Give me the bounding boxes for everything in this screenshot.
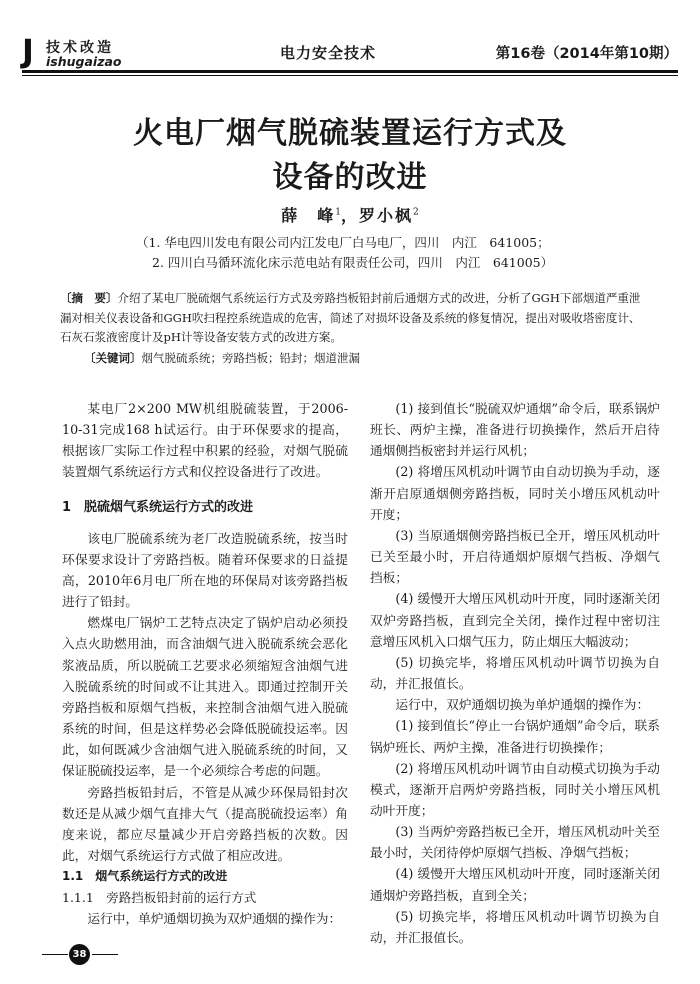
journal-header xyxy=(22,32,678,70)
section-heading: 1 脱硫烟气系统运行方式的改进 xyxy=(62,499,254,515)
article-title-line2: 设备的改进 xyxy=(272,160,428,195)
page-number xyxy=(42,944,132,966)
paragraph: 运行中，单炉通烟切换为双炉通烟的操作为： xyxy=(87,911,342,927)
abstract-label: 〔摘 要〕 xyxy=(60,291,118,305)
paragraph: 运行中，双炉通烟切换为单炉通烟的操作为： xyxy=(395,697,650,713)
affiliation-1: （1. 华电四川发电有限公司内江发电厂白马电厂，四川 内江 641005； xyxy=(136,235,550,250)
keywords-label: 〔关键词〕 xyxy=(84,351,142,365)
keywords-text: 烟气脱硫系统；旁路挡板；铅封；烟道泄漏 xyxy=(141,351,360,365)
issue-info: 第16卷（2014年第10期） xyxy=(495,46,678,62)
list-item: (3) 当原通烟侧旁路挡板已全开，增压风机动叶已关至最小时，开启待通烟炉原烟气挡板、净烟气挡板； xyxy=(370,527,660,586)
journal-logo xyxy=(22,32,162,70)
paragraph: 某电厂2×200 MW机组脱硫装置，于2006-10-31完成168 h试运行。由于环保要求的提高，根据该厂实际工作过程中积累的经验，对烟气脱硫装置烟气系统运行方式和仪控设备进行了改进。 xyxy=(62,401,348,480)
subsection-heading: 1.1 烟气系统运行方式的改进 xyxy=(62,869,228,884)
author-separator: ， xyxy=(340,206,359,225)
list-item: (1) 接到值长“脱硫双炉通烟”命令后，联系锅炉班长、两炉主操，准备进行切换操作，然后开启待通烟侧挡板密封并运行风机； xyxy=(370,401,660,459)
list-item: (4) 缓慢开大增压风机动叶开度，同时逐渐关闭双炉旁路挡板，直到完全关闭，操作过程中密切注意增压风机入口烟气压力，防止烟压大幅波动； xyxy=(370,591,660,649)
author-name: 罗小枫 xyxy=(359,206,414,225)
journal-name: 电力安全技术 xyxy=(280,44,377,62)
logo-section-en: ishugaizao xyxy=(46,54,122,69)
paragraph: 该电厂脱硫系统为老厂改造脱硫系统，按当时环保要求设计了旁路挡板。随着环保要求的日益提高，2010年6月电厂所在地的环保局对该旁路挡板进行了铅封。 xyxy=(62,530,348,610)
list-item: (5) 切换完毕，将增压风机动叶调节切换为自动，并汇报值长。 xyxy=(370,654,660,692)
list-item: (2) 将增压风机动叶调节由自动切换为手动，逐渐开启原通烟侧旁路挡板，同时关小增压风机动叶开度； xyxy=(370,464,660,522)
body-column-right xyxy=(370,398,660,948)
header-rule xyxy=(22,70,678,73)
author-affil-mark: 1 xyxy=(335,207,341,218)
affiliation-2: 2. 四川白马循环流化床示范电站有限责任公司，四川 内江 641005） xyxy=(152,255,554,270)
logo-letter: J xyxy=(22,32,34,70)
keywords xyxy=(84,349,644,369)
subsubsection-heading: 1.1.1 旁路挡板铅封前的运行方式 xyxy=(62,890,257,906)
paragraph: 燃煤电厂锅炉工艺特点决定了锅炉启动必须投入点火助燃用油，而含油烟气进入脱硫系统会恶化浆液品质，所以脱硫工艺要求必须缩短含油烟气进入脱硫系统的时间或不让其进入。即通过控制开关旁路挡板和原烟气挡板，来控制含油烟气进入脱硫系统的时间，但是这样势必会降低脱硫投运率。因此，如何既减少含油烟气进入脱硫系统的时间，又保证脱硫投运率，是一个必须综合考虑的问题。 xyxy=(62,615,348,779)
authors xyxy=(0,203,700,226)
list-item: (2) 将增压风机动叶调节由自动模式切换为手动模式，逐渐开启两炉旁路挡板，同时关小增压风机动叶开度； xyxy=(370,760,660,818)
abstract xyxy=(60,289,644,348)
list-item: (1) 接到值长“停止一台锅炉通烟”命令后，联系锅炉班长、两炉主操，准备进行切换操作； xyxy=(370,718,660,755)
logo-section-cn: 技术改造 xyxy=(46,40,114,56)
paragraph: 旁路挡板铅封后，不管是从减少环保局铅封次数还是从减少烟气直排大气（提高脱硫投运率）角度来说，都应尽量减少开启旁路挡板的次数。因此，对烟气系统运行方式做了相应改进。 xyxy=(62,784,348,863)
list-item: (4) 缓慢开大增压风机动叶开度，同时逐渐关闭通烟炉旁路挡板，直到全关； xyxy=(370,866,660,903)
header-rule-thin xyxy=(22,75,678,76)
list-item: (3) 当两炉旁路挡板已全开，增压风机动叶关至最小时，关闭待停炉原烟气挡板、净烟气挡板； xyxy=(370,824,660,861)
body-column-left xyxy=(62,398,348,929)
article-title-line1: 火电厂烟气脱硫装置运行方式及 xyxy=(133,116,567,151)
author-affil-mark: 2 xyxy=(413,207,419,218)
author-name: 薛 峰 xyxy=(281,206,336,225)
abstract-text: 介绍了某电厂脱硫烟气系统运行方式及旁路挡板铅封前后通烟方式的改进，分析了GGH下部烟道严重泄漏对相关仪表设备和GGH吹扫程控系统造成的危害，简述了对损坏设备及系统的修复情况，提出对吸收塔密度计、石灰石浆液密度计及pH计等设备安装方式的改进方案。 xyxy=(60,291,641,344)
list-item: (5) 切换完毕，将增压风机动叶调节切换为自动，并汇报值长。 xyxy=(370,908,660,945)
page-number-badge: 38 xyxy=(69,944,90,965)
